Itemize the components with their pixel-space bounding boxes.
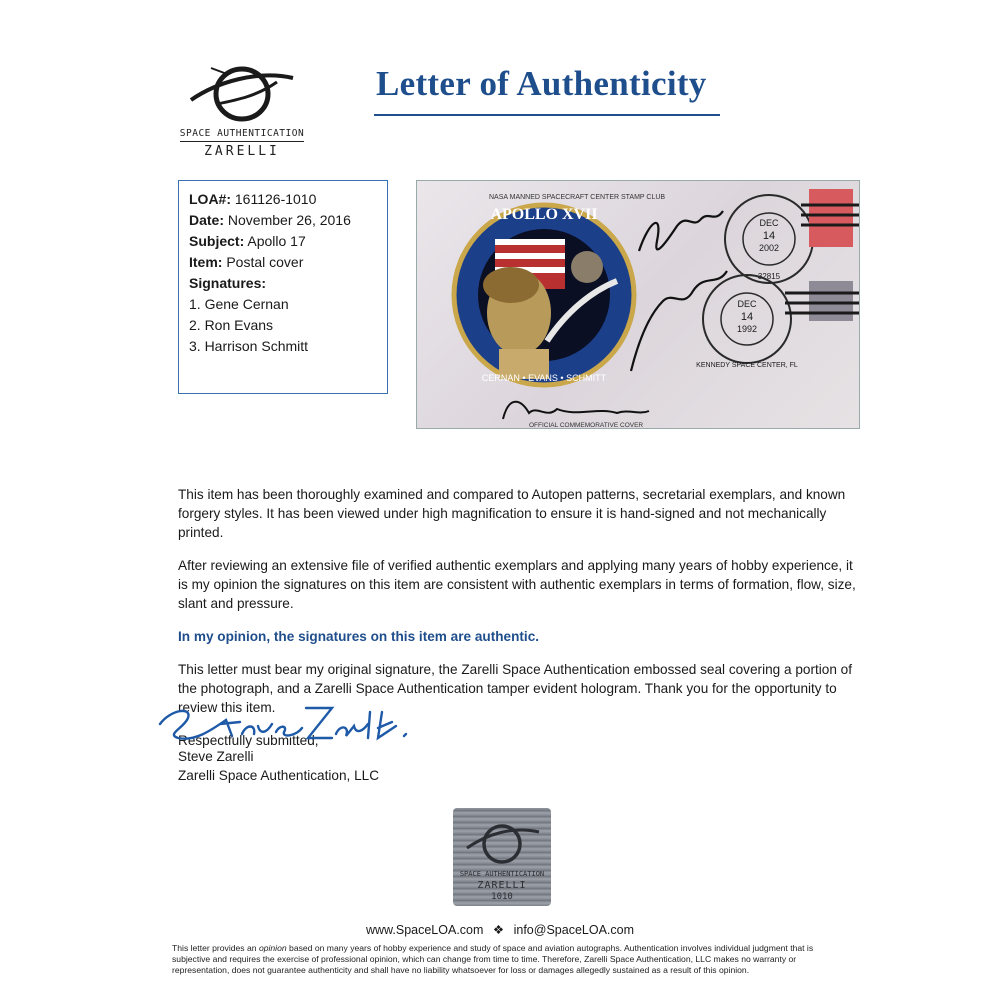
signatures-label: Signatures: (189, 275, 267, 291)
cover-footer-text: OFFICIAL COMMEMORATIVE COVER (529, 422, 644, 429)
examination-paragraph: This item has been thoroughly examined and compared to Autopen patterns, secretarial exemplars, and known forgery styles. It has been viewed under high magnification to ensure it is hand-signed and not mechanically printed. (178, 487, 846, 540)
disclaimer-text (172, 943, 832, 976)
cover-header-text: NASA MANNED SPACECRAFT CENTER STAMP CLUB (489, 194, 666, 201)
ron-evans-signature (503, 402, 649, 419)
date-row (189, 210, 377, 231)
loa-number-value: 161126-1010 (234, 191, 317, 207)
disclaimer-opinion-word: opinion (258, 943, 287, 953)
closing-text: Respectfully submitted, (178, 733, 319, 748)
orbit-logo-icon (187, 60, 297, 126)
signer-block (178, 747, 379, 785)
subject-label: Subject: (189, 233, 245, 249)
postmark-icon (696, 275, 798, 369)
logo-text-line2: ZARELLI (204, 144, 280, 159)
loa-number-row (189, 189, 377, 210)
signer-name: Steve Zarelli (178, 749, 254, 764)
hologram-text-line1: SPACE AUTHENTICATION (459, 870, 545, 878)
hologram-logo-icon (453, 810, 551, 872)
date-value: November 26, 2016 (227, 212, 351, 228)
postmark1-day: 14 (762, 230, 776, 242)
patch-names-text: CERNAN • EVANS • SCHMITT (481, 373, 607, 383)
postmark-icon (725, 195, 813, 283)
logo-text-line1: SPACE AUTHENTICATION (179, 128, 305, 139)
date-label: Date: (189, 212, 225, 228)
signer-company: Zarelli Space Authentication, LLC (178, 768, 380, 783)
title-underline (374, 114, 720, 116)
signatures-heading-row (189, 273, 377, 294)
harrison-schmitt-signature (631, 271, 727, 371)
tamper-evident-hologram (453, 808, 551, 906)
separator-icon: ❖ (492, 923, 505, 937)
zarelli-logo (178, 60, 306, 164)
footer-contact (0, 922, 1000, 937)
stamp-icon (809, 189, 853, 247)
email-link[interactable]: info@SpaceLOA.com (513, 923, 634, 937)
postmark2-month: DEC (737, 299, 757, 309)
stamp-icon (809, 281, 853, 321)
gene-cernan-signature (639, 211, 723, 251)
review-paragraph: After reviewing an extensive file of verified authentic exemplars and applying many years of hobby experience, it is my opinion the signatures on this item are consistent with authentic exemplars in terms of formation, flow, size, slant and pressure. (178, 558, 856, 611)
postmark2-day: 14 (740, 311, 754, 323)
subject-value: Apollo 17 (247, 233, 306, 249)
patch-title-text: APOLLO XVII (490, 206, 598, 223)
logo-divider (180, 141, 304, 142)
opinion-statement: In my opinion, the signatures on this item are authentic. (178, 629, 540, 644)
postal-cover-image (417, 181, 860, 429)
loa-number-label: LOA#: (189, 191, 231, 207)
postmark2-year: 1992 (736, 324, 758, 334)
page-title: Letter of Authenticity (376, 64, 707, 103)
steve-zarelli-signature (156, 698, 426, 748)
item-row (189, 252, 377, 273)
hologram-text-line2: ZARELLI (477, 880, 527, 891)
postmark1-month: DEC (759, 218, 779, 228)
postal-cover-photo (416, 180, 860, 429)
list-item: 1. Gene Cernan (189, 296, 289, 312)
disclaimer-part1: This letter provides an (172, 943, 259, 953)
list-item: 3. Harrison Schmitt (189, 338, 309, 354)
apollo-patch-icon (454, 205, 634, 385)
website-link[interactable]: www.SpaceLOA.com (366, 923, 484, 937)
postmark1-year: 2002 (758, 243, 780, 253)
disclaimer-part2: based on many years of hobby experience and study of space and aviation autographs. Authentication involves individual judgment that is subjective and requires the exercise of professional opinion, which can change from time to time. Therefore, Zarelli Space Authentication, LLC makes no warranty or representation, does not guarantee authenticity and shall have no liability whatsoever for loss or damages allegedly sustained as a result of this opinion. (172, 943, 814, 975)
postmark1-zip: 32815 (757, 272, 781, 281)
item-value: Postal cover (226, 254, 304, 270)
item-label: Item: (189, 254, 223, 270)
loa-info-box (178, 180, 388, 394)
postmark-city: KENNEDY SPACE CENTER, FL (696, 362, 798, 369)
list-item: 2. Ron Evans (189, 317, 274, 333)
subject-row (189, 231, 377, 252)
signatures-list (189, 294, 377, 357)
requirements-paragraph: This letter must bear my original signature, the Zarelli Space Authentication embossed seal covering a portion of the photograph, and a Zarelli Space Authentication tamper evident hologram. Thank you for the opportunity to review this item. (178, 662, 852, 715)
hologram-serial: 1010 (491, 892, 513, 902)
